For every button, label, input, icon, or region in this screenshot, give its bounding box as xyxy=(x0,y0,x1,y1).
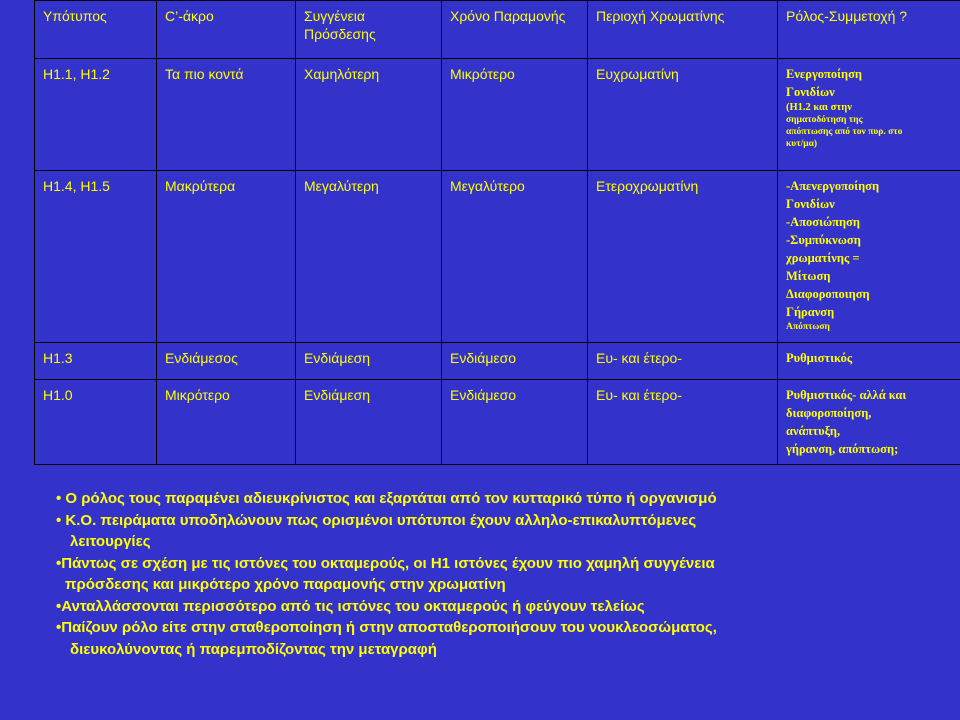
note-bullet: • Κ.Ο. πειράματα υποδηλώνουν πως ορισμένοι υπότυποι έχουν αλληλο-επικαλυπτόμενες xyxy=(56,511,697,529)
subtype-cell: H1.3 xyxy=(35,343,157,380)
table-row xyxy=(35,59,960,171)
role-cell xyxy=(778,171,960,343)
role-line: απόπτωσης από τον πυρ. στο xyxy=(786,127,903,137)
note-bullet: •Ανταλλάσσονται περισσότερο από τις ιστόνες του οκταμερούς ή φεύγουν τελείως xyxy=(56,597,645,615)
role-line: -Συμπύκνωση xyxy=(786,233,861,247)
role-line: κυτ/μα) xyxy=(786,139,818,149)
affinity-cell: Ενδιάμεση xyxy=(296,380,442,465)
role-line: -Αποσιώπηση xyxy=(786,215,860,229)
role-line: ανάπτυξη, xyxy=(786,424,841,438)
role-line: χρωματίνης = xyxy=(786,251,860,265)
note-bullet: •Πάντως σε σχέση με τις ιστόνες του οκταμερούς, οι Η1 ιστόνες έχουν πιο χαμηλή συγγένεια xyxy=(56,554,715,572)
table-row xyxy=(35,380,960,465)
residence-cell: Ενδιάμεσο xyxy=(442,380,588,465)
header-cell: Περιοχή Χρωματίνης xyxy=(588,1,778,59)
role-cell xyxy=(778,343,960,380)
header-cell: Ρόλος-Συμμετοχή ? xyxy=(778,1,960,59)
table-header-row xyxy=(35,1,960,59)
affinity-cell: Μεγαλύτερη xyxy=(296,171,442,343)
table-row xyxy=(35,171,960,343)
role-line: σηματοδότηση της xyxy=(786,115,863,125)
region-cell: Ευχρωματίνη xyxy=(588,59,778,171)
affinity-cell: Χαμηλότερη xyxy=(296,59,442,171)
subtype-cell: H1.1, H1.2 xyxy=(35,59,157,171)
c-end-cell: Μακρύτερα xyxy=(157,171,296,343)
role-line: Μίτωση xyxy=(786,269,831,283)
header-cell: Συγγένεια Πρόσδεσης xyxy=(296,1,442,59)
role-line: διαφοροποίηση, xyxy=(786,406,872,420)
affinity-cell: Ενδιάμεση xyxy=(296,343,442,380)
note-continuation: διευκολύνοντας ή παρεμποδίζοντας την μεταγραφή xyxy=(70,640,437,658)
header-cell: Υπότυπος xyxy=(35,1,157,59)
residence-cell: Μικρότερο xyxy=(442,59,588,171)
header-cell: C’-άκρο xyxy=(157,1,296,59)
header-cell: Χρόνο Παραμονής xyxy=(442,1,588,59)
role-cell xyxy=(778,59,960,171)
role-line: Απόπτωση xyxy=(786,322,830,332)
region-cell: Ετεροχρωματίνη xyxy=(588,171,778,343)
residence-cell: Ενδιάμεσο xyxy=(442,343,588,380)
note-continuation: πρόσδεσης και μικρότερο χρόνο παραμονής στην χρωματίνη xyxy=(65,576,506,593)
residence-cell: Μεγαλύτερο xyxy=(442,171,588,343)
h1-subtypes-table xyxy=(34,0,960,465)
role-line: Γονιδίων xyxy=(786,197,835,211)
role-line: (Η1.2 και στην xyxy=(786,102,852,113)
subtype-cell: H1.0 xyxy=(35,380,157,465)
subtype-cell: H1.4, H1.5 xyxy=(35,171,157,343)
role-line: Ρυθμιστικός xyxy=(786,351,853,365)
c-end-cell: Ενδιάμεσος xyxy=(157,343,296,380)
notes-list xyxy=(56,488,936,660)
role-line: Γήρανση xyxy=(786,305,835,319)
region-cell: Ευ- και έτερο- xyxy=(588,380,778,465)
table-row xyxy=(35,343,960,380)
role-line: Ενεργοποίηση xyxy=(786,67,863,81)
note-bullet: • Ο ρόλος τους παραμένει αδιευκρίνιστος και εξαρτάται από τον κυτταρικό τύπο ή οργανισμό xyxy=(56,490,717,507)
region-cell: Ευ- και έτερο- xyxy=(588,343,778,380)
role-line: Ρυθμιστικός- αλλά και xyxy=(786,388,907,402)
note-continuation: λειτουργίες xyxy=(70,533,151,550)
c-end-cell: Μικρότερο xyxy=(157,380,296,465)
role-line: Διαφοροποιηση xyxy=(786,287,870,301)
role-line: -Απενεργοποίηση xyxy=(786,179,880,193)
c-end-cell: Τα πιο κοντά xyxy=(157,59,296,171)
role-line: Γονιδίων xyxy=(786,85,835,99)
note-bullet: •Παίζουν ρόλο είτε στην σταθεροποίηση ή στην αποσταθεροποιήσουν του νουκλεοσώματος, xyxy=(56,619,717,636)
role-line: γήρανση, απόπτωση; xyxy=(786,442,899,456)
role-cell xyxy=(778,380,960,465)
